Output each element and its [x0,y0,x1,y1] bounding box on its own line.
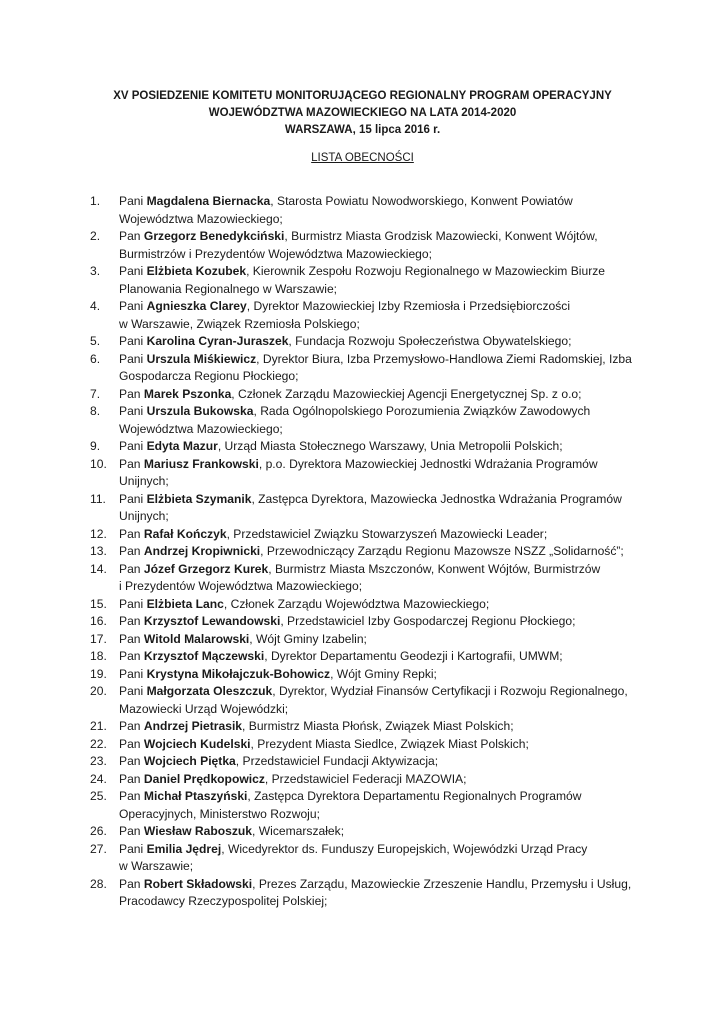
entry-line [119,613,639,631]
list-item [0,736,725,754]
attendee-title: Pan [119,649,141,663]
list-item-entry [119,491,639,526]
attendee-title: Pani [119,334,144,348]
list-item-number: 18. [90,649,107,663]
attendee-name: Wojciech Piętka [143,754,236,768]
list-item-number: 22. [90,736,107,751]
attendee-title: Pani [119,684,144,698]
list-item [0,753,725,771]
list-item-entry [119,456,639,491]
attendee-role-text: , Urząd Miasta Stołecznego Warszawy, Unia Metropolii Polskich; [217,439,563,453]
attendee-title: Pan [119,386,141,401]
attendee-name: Edyta Mazur [146,439,218,453]
entry-line [119,701,639,719]
attendee-title: Pan [119,631,141,646]
attendee-role-text: , Kierownik Zespołu Rozwoju Regionalnego w Mazowieckim Biurze [246,264,606,278]
list-item-entry [119,841,639,876]
attendee-role-text: w Warszawie, Związek Rzemiosła Polskiego; [119,316,360,331]
list-item-number: 11. [90,491,106,506]
attendee-role-text: i Prezydentów Województwa Mazowieckiego; [119,579,363,593]
list-item-number: 16. [90,614,107,628]
entry-line [119,351,639,369]
attendee-role-text: Burmistrzów i Prezydentów Województwa Mazowieckiego; [119,246,432,261]
list-item-entry [119,876,639,911]
attendee-role-text: , Wicedyrektor ds. Funduszy Europejskich, Wojewódzki Urząd Pracy [221,841,588,856]
list-item [0,613,725,631]
attendee-title: Pani [119,439,144,453]
list-item-number: 14. [90,561,107,576]
attendee-name: Grzegorz Benedykciński [143,229,285,243]
attendee-name: Michał Ptaszyński [143,789,248,803]
attendance-list-title: LISTA OBECNOŚCI [311,152,414,164]
attendee-role-text: , Prezydent Miasta Siedlce, Związek Miast Polskich; [250,736,529,751]
entry-line [119,753,639,771]
entry-line [119,211,639,229]
list-item [0,841,725,876]
header-date-line: WARSZAWA, 15 lipca 2016 r. [284,124,441,136]
attendee-title: Pani [119,194,144,208]
list-item [0,193,725,228]
list-item-entry [119,403,639,438]
list-item [0,788,725,823]
attendee-role-text: Gospodarcza Regionu Płockiego; [119,369,299,383]
list-item-number: 27. [90,841,107,856]
list-item-number: 6. [90,351,101,366]
list-item-number: 13. [90,544,107,558]
attendee-name: Elżbieta Szymanik [146,491,252,506]
attendance-list-heading [0,151,725,165]
list-item-number: 28. [90,876,107,891]
entry-line [119,841,639,859]
attendee-title: Pani [119,264,144,278]
entry-line [119,298,639,316]
list-item-entry [119,788,639,823]
list-item-entry [119,351,639,386]
list-item [0,631,725,649]
list-item-number: 19. [90,666,107,681]
list-item [0,228,725,263]
attendee-title: Pan [119,229,141,243]
attendee-role-text: , Starosta Powiatu Nowodworskiego, Konwent Powiatów [270,194,573,208]
list-item [0,718,725,736]
list-item-entry [119,683,639,718]
attendee-name: Krystyna Mikołajczuk-Bohowicz [146,666,331,681]
list-item [0,648,725,666]
list-item [0,403,725,438]
list-item [0,823,725,841]
attendee-list [0,193,725,911]
attendee-role-text: , Członek Zarządu Województwa Mazowieckiego; [223,596,490,611]
attendee-role-text: , Dyrektor Departamentu Geodezji i Kartografii, UMWM; [264,649,563,663]
attendee-role-text: Planowania Regionalnego w Warszawie; [119,281,338,296]
entry-line [119,823,639,841]
attendee-name: Emilia Jędrej [146,841,222,856]
entry-line [119,438,639,456]
attendee-role-text: , Przedstawiciel Federacji MAZOWIA; [264,771,467,786]
attendee-title: Pan [119,456,141,471]
entry-line [119,806,639,824]
entry-line [119,543,639,561]
attendee-role-text: Województwa Mazowieckiego; [119,421,283,436]
attendee-title: Pan [119,754,141,768]
entry-line [119,508,639,526]
attendee-title: Pan [119,771,141,786]
entry-line [119,718,639,736]
entry-line [119,596,639,614]
attendee-role-text: Mazowiecki Urząd Wojewódzki; [119,701,289,716]
attendee-title: Pan [119,876,141,891]
attendee-role-text: , Fundacja Rozwoju Społeczeństwa Obywatelskiego; [288,334,572,348]
attendee-title: Pani [119,666,144,681]
entry-line [119,333,639,351]
attendee-role-text: , Dyrektor, Wydział Finansów Certyfikacji i Rozwoju Regionalnego, [272,684,628,698]
entry-line [119,526,639,544]
entry-line [119,491,639,509]
list-item [0,263,725,298]
entry-line [119,578,639,596]
document-header [0,88,725,139]
list-item-entry [119,526,639,544]
list-item-number: 25. [90,789,107,803]
entry-line [119,858,639,876]
attendee-role-text: , Wójt Gminy Izabelin; [249,631,367,646]
attendee-role-text: Pracodawcy Rzeczypospolitej Polskiej; [119,894,328,908]
attendee-role-text: , Rada Ogólnopolskiego Porozumienia Związków Zawodowych [253,404,591,418]
attendee-name: Mariusz Frankowski [143,456,259,471]
entry-line [119,403,639,421]
attendee-title: Pan [119,789,141,803]
list-item [0,543,725,561]
list-item-entry [119,193,639,228]
entry-line [119,263,639,281]
entry-line [119,683,639,701]
attendee-name: Marek Pszonka [143,386,232,401]
entry-line [119,246,639,264]
attendee-role-text: Unijnych; [119,509,169,523]
list-item [0,298,725,333]
attendee-title: Pani [119,351,144,366]
attendee-name: Robert Składowski [143,876,253,891]
attendee-role-text: , Zastępca Dyrektora Departamentu Regionalnych Programów [247,789,582,803]
attendee-role-text: , Przedstawiciel Fundacji Aktywizacja; [235,754,439,768]
attendee-role-text: , Przewodniczący Zarządu Regionu Mazowsze NSZZ „Solidarność”; [260,544,624,558]
attendee-role-text: , Wicemarszałek; [252,824,345,838]
list-item [0,771,725,789]
attendee-name: Rafał Kończyk [143,526,227,541]
list-item-entry [119,298,639,333]
list-item-entry [119,631,639,649]
attendee-name: Urszula Bukowska [146,404,254,418]
attendee-title: Pan [119,544,141,558]
entry-line [119,893,639,911]
attendee-title: Pan [119,736,141,751]
entry-line [119,316,639,334]
list-item-entry [119,561,639,596]
list-item-number: 4. [90,299,101,313]
attendee-role-text: , Zastępca Dyrektora, Mazowiecka Jednostka Wdrażania Programów [251,491,622,506]
attendee-name: Krzysztof Mączewski [143,649,265,663]
attendee-name: Wiesław Raboszuk [143,824,252,838]
list-item-entry [119,648,639,666]
list-item-entry [119,666,639,684]
list-item [0,526,725,544]
list-item-entry [119,718,639,736]
list-item-number: 5. [90,334,101,348]
list-item-entry [119,438,639,456]
attendee-name: Krzysztof Lewandowski [143,614,281,628]
list-item-number: 8. [90,404,101,418]
list-item [0,351,725,386]
list-item-number: 9. [90,439,101,453]
list-item-number: 1. [90,194,101,208]
entry-line [119,368,639,386]
attendee-name: Karolina Cyran-Juraszek [146,334,289,348]
attendee-role-text: , Burmistrz Miasta Mszczonów, Konwent Wójtów, Burmistrzów [268,561,601,576]
attendee-role-text: Unijnych; [119,474,169,488]
attendee-title: Pani [119,299,144,313]
entry-line [119,386,639,404]
attendee-name: Daniel Prędkopowicz [143,771,265,786]
list-item-entry [119,823,639,841]
list-item-number: 23. [90,754,107,768]
attendee-name: Elżbieta Kozubek [146,264,247,278]
entry-line [119,456,639,474]
list-item-number: 10. [90,456,107,471]
list-item-number: 2. [90,229,101,243]
list-item-entry [119,263,639,298]
attendee-name: Józef Grzegorz Kurek [143,561,269,576]
entry-line [119,561,639,579]
list-item [0,491,725,526]
list-item-entry [119,613,639,631]
list-item-entry [119,736,639,754]
list-item-number: 17. [90,631,107,646]
entry-line [119,473,639,491]
entry-line [119,281,639,299]
list-item-number: 15. [90,596,107,611]
entry-line [119,788,639,806]
attendee-role-text: , Członek Zarządu Mazowieckiej Agencji Energetycznej Sp. z o.o; [231,386,582,401]
list-item-entry [119,753,639,771]
list-item-number: 24. [90,771,107,786]
attendee-role-text: , Prezes Zarządu, Mazowieckie Zrzeszenie Handlu, Przemysłu i Usług, [252,876,632,891]
attendee-title: Pan [119,526,141,541]
entry-line [119,421,639,439]
attendee-role-text: , Burmistrz Miasta Płońsk, Związek Miast Polskich; [242,719,514,733]
attendee-name: Andrzej Kropiwnicki [143,544,261,558]
list-item-entry [119,386,639,404]
attendee-name: Wojciech Kudelski [143,736,251,751]
header-title-line-2: WOJEWÓDZTWA MAZOWIECKIEGO NA LATA 2014-2020 [208,107,517,119]
list-item-number: 21. [90,719,107,733]
attendee-role-text: Operacyjnych, Ministerstwo Rozwoju; [119,806,320,821]
attendee-role-text: , Dyrektor Biura, Izba Przemysłowo-Handlowa Ziemi Radomskiej, Izba [256,351,632,366]
entry-line [119,193,639,211]
attendee-role-text: , p.o. Dyrektora Mazowieckiej Jednostki Wdrażania Programów [258,456,598,471]
attendee-name: Andrzej Pietrasik [143,719,243,733]
attendee-title: Pani [119,491,144,506]
attendee-title: Pan [119,614,141,628]
list-item-number: 20. [90,684,107,698]
entry-line [119,876,639,894]
attendee-role-text: , Przedstawiciel Izby Gospodarczej Regionu Płockiego; [280,614,576,628]
list-item-entry [119,543,639,561]
attendee-title: Pan [119,561,141,576]
list-item [0,456,725,491]
attendee-role-text: , Przedstawiciel Związku Stowarzyszeń Mazowiecki Leader; [226,526,548,541]
attendee-title: Pan [119,824,141,838]
list-item-number: 12. [90,526,107,541]
attendee-title: Pan [119,719,141,733]
attendee-title: Pani [119,404,144,418]
attendee-title: Pani [119,596,144,611]
list-item [0,561,725,596]
entry-line [119,736,639,754]
list-item [0,333,725,351]
attendee-name: Elżbieta Lanc [146,596,224,611]
attendee-name: Witold Malarowski [143,631,250,646]
list-item-entry [119,771,639,789]
list-item-number: 7. [90,386,101,401]
list-item [0,666,725,684]
entry-line [119,771,639,789]
attendee-name: Magdalena Biernacka [146,194,271,208]
attendee-role-text: , Burmistrz Miasta Grodzisk Mazowiecki, Konwent Wójtów, [284,229,598,243]
entry-line [119,228,639,246]
list-item [0,596,725,614]
list-item-entry [119,228,639,263]
entry-line [119,648,639,666]
list-item-entry [119,596,639,614]
attendee-role-text: , Dyrektor Mazowieckiej Izby Rzemiosła i Przedsiębiorczości [246,299,571,313]
attendee-role-text: , Wójt Gminy Repki; [330,666,437,681]
attendee-role-text: w Warszawie; [119,859,194,873]
list-item-number: 26. [90,824,107,838]
attendee-name: Urszula Miśkiewicz [146,351,257,366]
entry-line [119,631,639,649]
attendee-name: Małgorzata Oleszczuk [146,684,273,698]
attendee-title: Pani [119,841,144,856]
list-item [0,438,725,456]
attendee-name: Agnieszka Clarey [146,299,247,313]
list-item [0,683,725,718]
list-item-number: 3. [90,264,101,278]
list-item [0,386,725,404]
list-item-entry [119,333,639,351]
attendee-role-text: Województwa Mazowieckiego; [119,211,283,226]
header-title-line-1: XV POSIEDZENIE KOMITETU MONITORUJĄCEGO REGIONALNY PROGRAM OPERACYJNY [113,90,612,102]
entry-line [119,666,639,684]
list-item [0,876,725,911]
